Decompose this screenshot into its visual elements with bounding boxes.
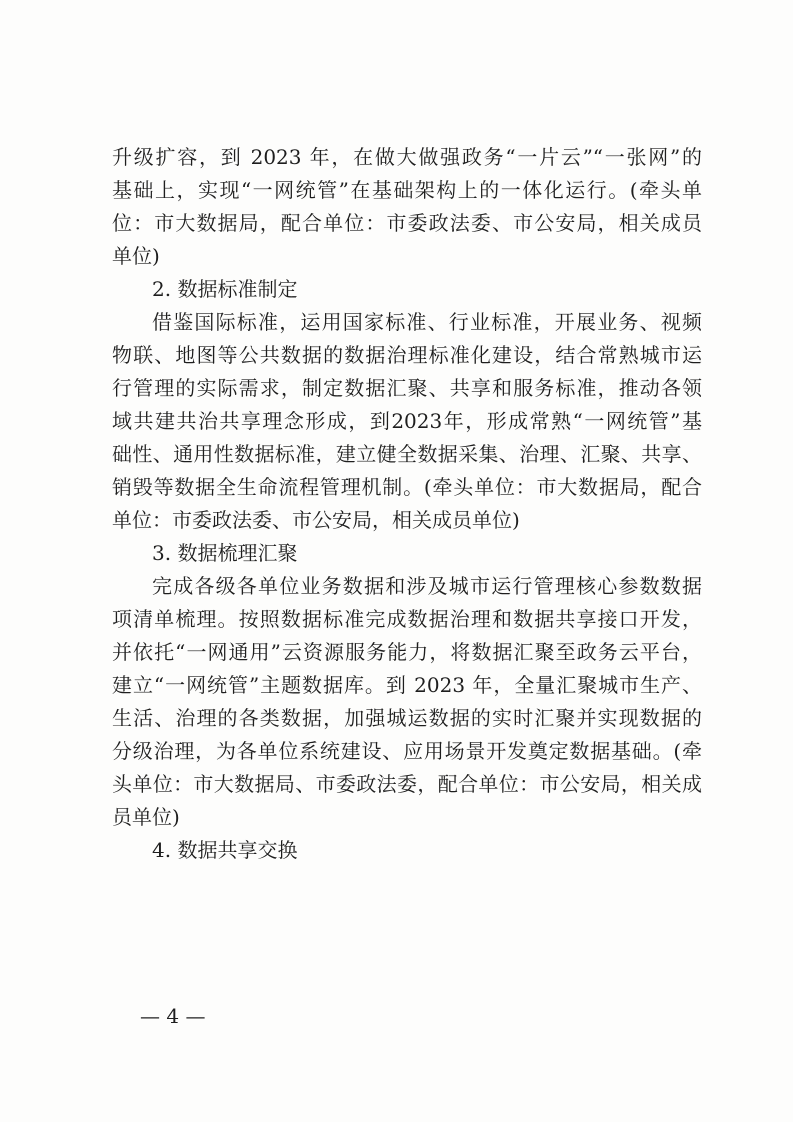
document-body [112, 141, 702, 867]
text-line: 单位：市委政法委、市公安局，相关成员单位) [112, 508, 520, 532]
text-line: 域共建共治共享理念形成，到2023年，形成常熟“一网统管”基 [112, 409, 702, 433]
text-line: 基础上，实现“一网统管”在基础架构上的一体化运行。(牵头单 [112, 178, 702, 202]
section-heading-data-aggregation: 3. 数据梳理汇聚 [152, 541, 298, 565]
text-line: 位：市大数据局，配合单位：市委政法委、市公安局，相关成员 [112, 211, 702, 235]
paragraph-continuation [112, 141, 702, 273]
text-line: 分级治理，为各单位系统建设、应用场景开发奠定数据基础。(牵 [112, 739, 702, 763]
text-line: 建立“一网统管”主题数据库。到 2023 年，全量汇聚城市生产、 [112, 673, 702, 697]
text-line: 并依托“一网通用”云资源服务能力，将数据汇聚至政务云平台， [112, 640, 702, 664]
text-line: 升级扩容，到 2023 年，在做大做强政务“一片云”“一张网”的 [112, 145, 702, 169]
text-line: 行管理的实际需求，制定数据汇聚、共享和服务标准，推动各领 [112, 376, 702, 400]
section-heading-data-sharing: 4. 数据共享交换 [152, 838, 298, 862]
text-line: 头单位：市大数据局、市委政法委，配合单位：市公安局，相关成 [112, 772, 702, 796]
text-line: 完成各级各单位业务数据和涉及城市运行管理核心参数数据 [152, 574, 702, 598]
page-number: — 4 — [140, 1004, 206, 1028]
text-line: 销毁等数据全生命流程管理机制。(牵头单位：市大数据局，配合 [112, 475, 702, 499]
text-line: 物联、地图等公共数据的数据治理标准化建设，结合常熟城市运 [112, 343, 702, 367]
text-line: 借鉴国际标准，运用国家标准、行业标准，开展业务、视频 [152, 310, 702, 334]
paragraph-data-aggregation [112, 570, 702, 834]
text-line: 员单位) [112, 805, 180, 829]
section-heading-data-standards: 2. 数据标准制定 [152, 277, 298, 301]
text-line: 础性、通用性数据标准，建立健全数据采集、治理、汇聚、共享、 [112, 442, 702, 466]
text-line: 生活、治理的各类数据，加强城运数据的实时汇聚并实现数据的 [112, 706, 702, 730]
text-line: 单位) [112, 244, 160, 268]
paragraph-data-standards [112, 306, 702, 537]
text-line: 项清单梳理。按照数据标准完成数据治理和数据共享接口开发， [112, 607, 702, 631]
